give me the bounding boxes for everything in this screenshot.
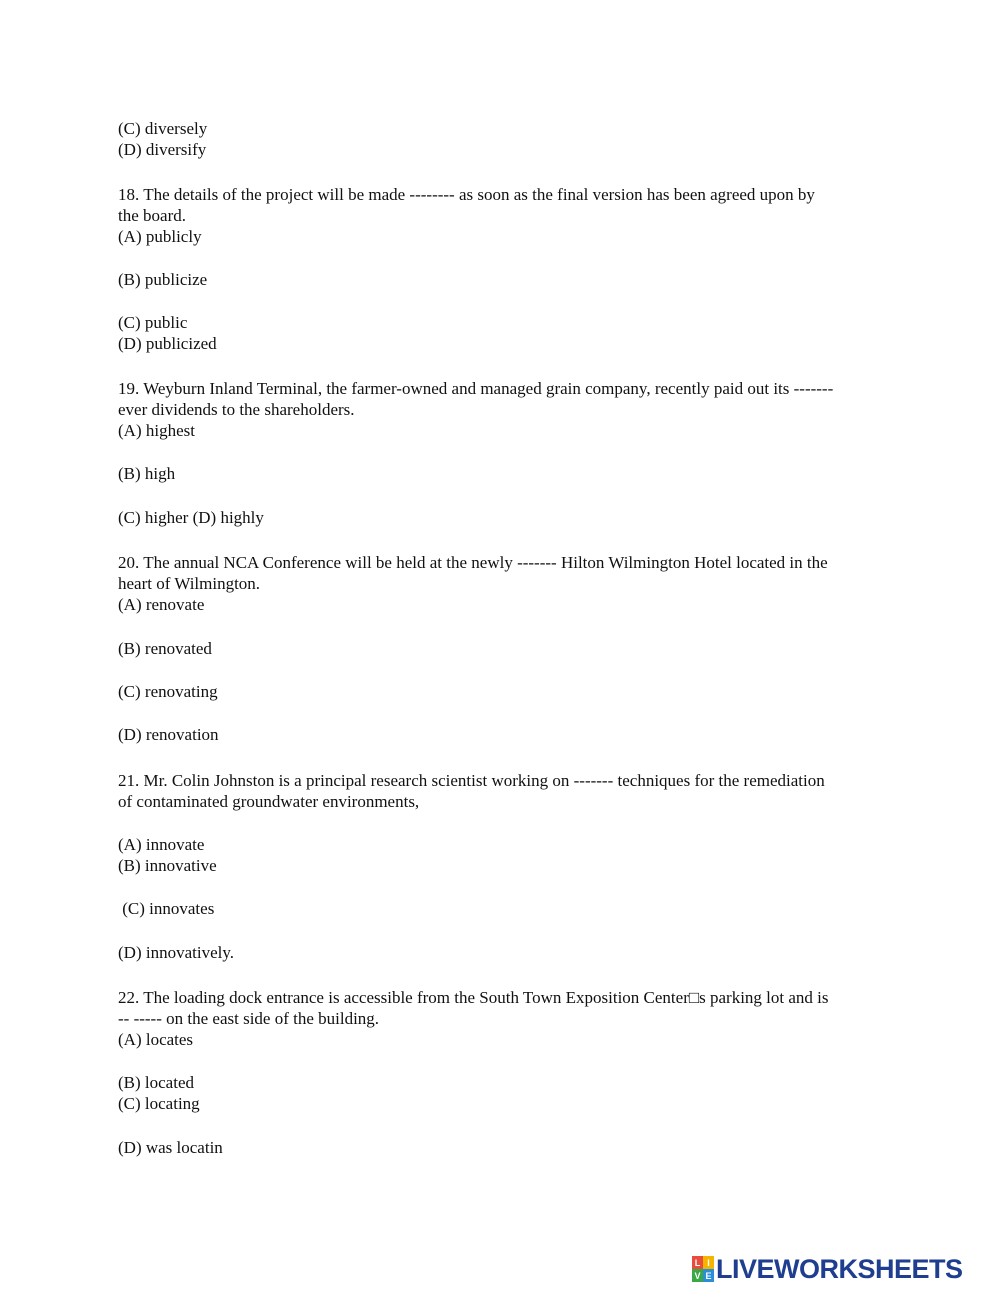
option-a-20: (A) renovate (118, 595, 205, 614)
option-b-21: (B) innovative (118, 856, 217, 875)
question-20-line-1: 20. The annual NCA Conference will be held at the newly ------- Hilton Wilmington Hotel located in the (118, 553, 828, 572)
question-18-line-2: the board. (118, 206, 186, 225)
option-b-20: (B) renovated (118, 639, 212, 658)
option-c-18: (C) public (118, 313, 188, 332)
option-c-22: (C) locating (118, 1094, 200, 1113)
option-d-20: (D) renovation (118, 725, 219, 744)
question-19-line-1: 19. Weyburn Inland Terminal, the farmer-owned and managed grain company, recently paid out its ------- (118, 379, 834, 398)
question-20-line-2: heart of Wilmington. (118, 574, 261, 593)
option-d-21: (D) innovatively. (118, 943, 234, 962)
option-c-20: (C) renovating (118, 682, 218, 701)
logo-badge-icon: L I V E (692, 1256, 714, 1282)
option-c-17: (C) diversely (118, 119, 208, 138)
question-22-line-1: 22. The loading dock entrance is accessible from the South Town Exposition Center□s parking lot and is (118, 988, 829, 1007)
logo-text: LIVEWORKSHEETS (716, 1254, 963, 1284)
option-a-18: (A) publicly (118, 227, 202, 246)
option-d-17: (D) diversify (118, 140, 207, 159)
option-c-d-19: (C) higher (D) highly (118, 508, 264, 527)
option-b-18: (B) publicize (118, 270, 208, 289)
question-22-line-2: -- ----- on the east side of the building. (118, 1009, 380, 1028)
option-b-19: (B) high (118, 464, 176, 483)
question-21-line-2: of contaminated groundwater environments, (118, 792, 420, 811)
option-b-22: (B) located (118, 1073, 194, 1092)
question-21-line-1: 21. Mr. Colin Johnston is a principal research scientist working on ------- techniques for the remediation (118, 771, 825, 790)
option-a-22: (A) locates (118, 1030, 194, 1049)
question-19-line-2: ever dividends to the shareholders. (118, 400, 355, 419)
option-c-21: (C) innovates (118, 899, 215, 918)
option-a-19: (A) highest (118, 421, 195, 440)
option-d-22: (D) was locatin (118, 1138, 223, 1157)
liveworksheets-logo (692, 1254, 963, 1284)
option-d-18: (D) publicized (118, 334, 217, 353)
option-a-21: (A) innovate (118, 835, 205, 854)
question-18-line-1: 18. The details of the project will be made -------- as soon as the final version has been agreed upon by (118, 185, 815, 204)
